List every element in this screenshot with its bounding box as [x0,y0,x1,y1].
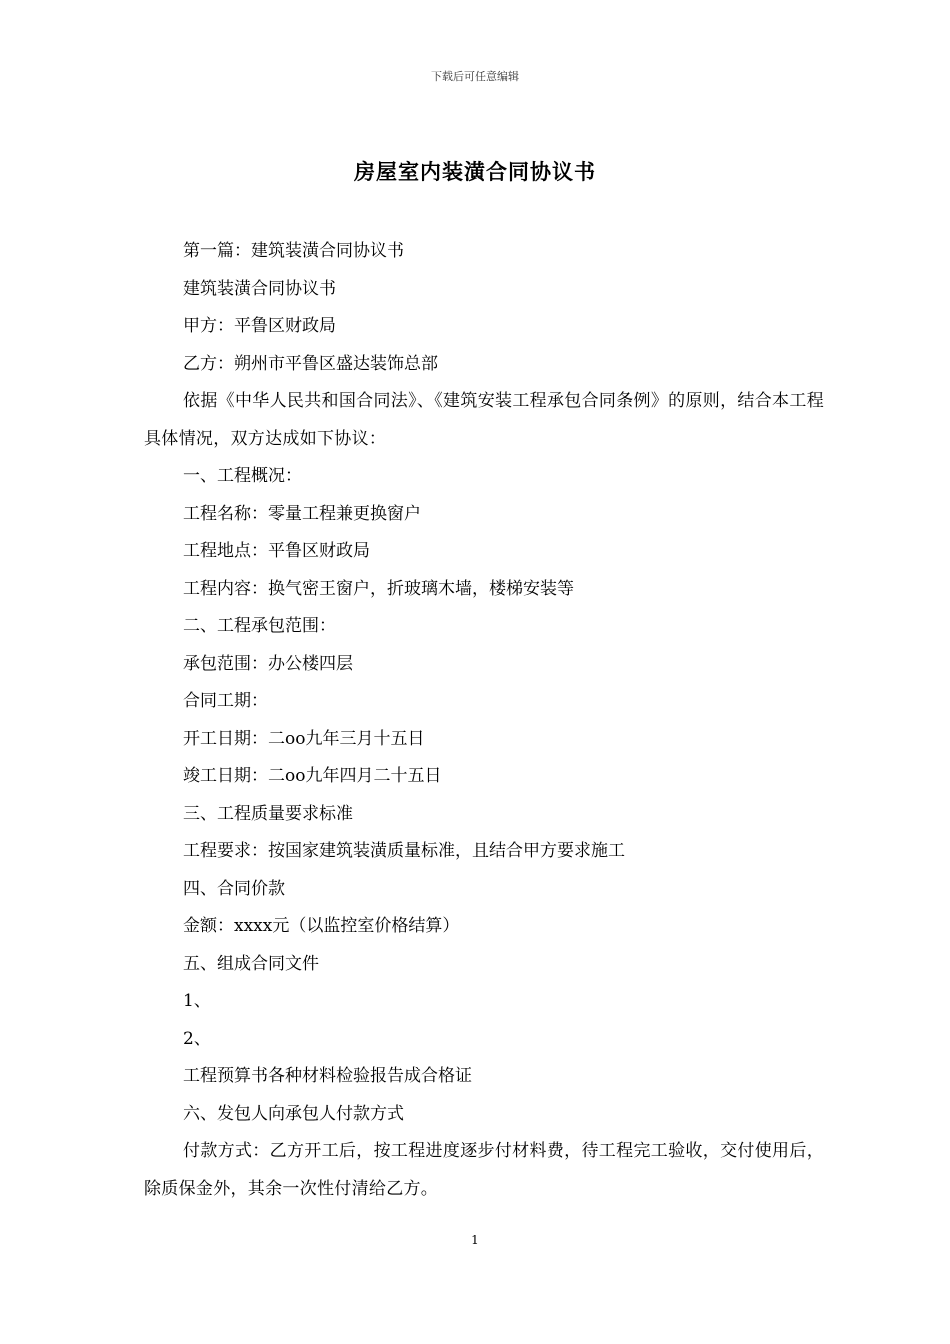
paragraph: 四、合同价款 [183,878,285,899]
paragraph: 建筑装潢合同协议书 [183,278,336,299]
paragraph: 2、 [183,1028,211,1049]
paragraph: 一、工程概况： [183,466,302,486]
page-number: 1 [471,1233,479,1247]
paragraph: 三、工程质量要求标准 [183,803,353,824]
paragraph: 开工日期：二oo九年三月十五日 [183,728,425,749]
paragraph: 竣工日期：二oo九年四月二十五日 [183,766,442,786]
paragraph: 工程地点：平鲁区财政局 [183,541,370,561]
paragraph: 1、 [183,991,211,1011]
paragraph: 甲方：平鲁区财政局 [183,316,336,336]
paragraph: 工程要求：按国家建筑装潢质量标准，且结合甲方要求施工 [183,841,625,861]
header-note: 下载后可任意编辑 [431,70,519,83]
document-body [144,233,824,1208]
paragraph: 五、组成合同文件 [183,953,319,974]
paragraph: 工程预算书各种材料检验报告成合格证 [183,1066,472,1086]
paragraph: 六、发包人向承包人付款方式 [183,1103,404,1124]
paragraph: 第一篇：建筑装潢合同协议书 [183,241,404,261]
paragraph: 工程内容：换气密王窗户，折玻璃木墙，楼梯安装等 [183,578,574,599]
paragraph: 乙方：朔州市平鲁区盛达装饰总部 [183,353,438,374]
paragraph: 依据《中华人民共和国合同法》、《建筑安装工程承包合同条例》的原则，结合本工程具体情况，双方达成如下协议： [144,391,824,449]
paragraph: 付款方式：乙方开工后，按工程进度逐步付材料费，待工程完工验收，交付使用后，除质保金外，其余一次性付清给乙方。 [144,1141,824,1199]
paragraph: 工程名称：零量工程兼更换窗户 [183,503,421,524]
document-title: 房屋室内装潢合同协议书 [354,160,596,184]
paragraph: 二、工程承包范围： [183,616,336,636]
paragraph: 合同工期： [183,691,268,711]
paragraph: 承包范围：办公楼四层 [183,653,353,674]
paragraph: 金额：xxxx元（以监控室价格结算） [183,916,460,936]
